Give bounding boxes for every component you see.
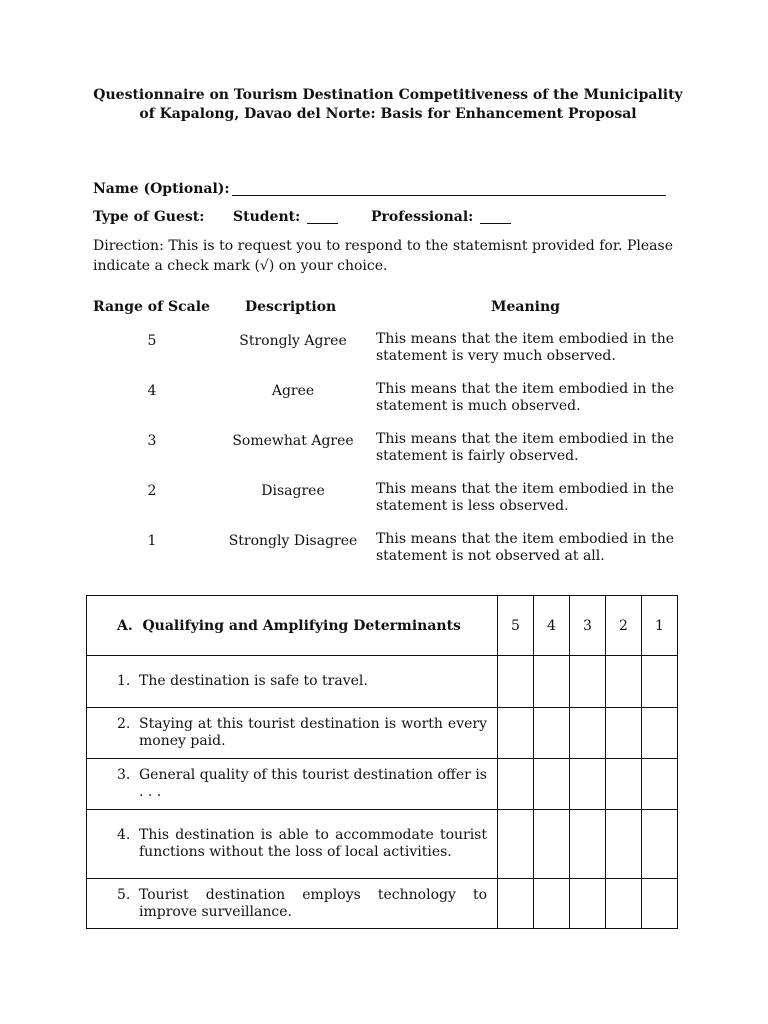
rating-cell-4[interactable]: [534, 656, 570, 708]
rating-cell-4[interactable]: [534, 879, 570, 929]
statement-cell: [87, 810, 498, 879]
rating-cell-5[interactable]: [498, 879, 534, 929]
col-1: 1: [642, 596, 678, 656]
statement-cell: [87, 708, 498, 759]
name-field[interactable]: [232, 181, 666, 200]
scale-number: 4: [147, 383, 157, 399]
rating-cell-2[interactable]: [606, 879, 642, 929]
table-row: [87, 656, 678, 708]
statement-cell: [87, 656, 498, 708]
scale-description: Somewhat Agree: [232, 433, 354, 449]
direction-text: Direction: This is to request you to respond to the statemisnt provided for. Please indicate a check mark (√) on your choice.: [93, 238, 673, 274]
statement-text: The destination is safe to travel.: [139, 673, 368, 689]
rating-cell-1[interactable]: [642, 656, 678, 708]
table-header-row: [87, 596, 678, 656]
statement-text: Staying at this tourist destination is worth every money paid.: [139, 716, 487, 749]
scale-number: 5: [147, 333, 157, 349]
rating-cell-5[interactable]: [498, 810, 534, 879]
guest-type-label: Type of Guest:: [93, 209, 205, 225]
scale-meaning: This means that the item embodied in the statement is not observed at all.: [376, 531, 674, 564]
statement-number: 1.: [117, 673, 131, 689]
scale-description: Agree: [271, 383, 315, 399]
rating-cell-1[interactable]: [642, 759, 678, 810]
scale-meaning: This means that the item embodied in the statement is fairly observed.: [376, 431, 674, 464]
statement-cell: [87, 879, 498, 929]
statement-number: 5.: [117, 886, 131, 903]
rating-cell-4[interactable]: [534, 759, 570, 810]
rating-cell-3[interactable]: [570, 810, 606, 879]
rating-cell-2[interactable]: [606, 810, 642, 879]
table-row: [87, 708, 678, 759]
scale-number: 3: [147, 433, 157, 449]
table-row: [87, 759, 678, 810]
rating-cell-1[interactable]: [642, 708, 678, 759]
rating-cell-1[interactable]: [642, 810, 678, 879]
rating-cell-5[interactable]: [498, 759, 534, 810]
range-header: Range of Scale: [93, 299, 210, 315]
col-5: 5: [498, 596, 534, 656]
rating-cell-2[interactable]: [606, 656, 642, 708]
professional-label: Professional:: [371, 209, 474, 225]
statement-cell: [87, 759, 498, 810]
scale-description: Disagree: [261, 483, 325, 499]
rating-cell-5[interactable]: [498, 656, 534, 708]
scale-meaning: This means that the item embodied in the statement is very much observed.: [376, 331, 674, 364]
rating-cell-2[interactable]: [606, 708, 642, 759]
rating-cell-2[interactable]: [606, 759, 642, 810]
scale-meaning: This means that the item embodied in the statement is less observed.: [376, 481, 674, 514]
rating-cell-3[interactable]: [570, 879, 606, 929]
statement-number: 4.: [117, 827, 131, 843]
name-label: Name (Optional):: [93, 181, 230, 197]
scale-number: 1: [147, 533, 157, 549]
scale-number: 2: [147, 483, 157, 499]
rating-cell-3[interactable]: [570, 708, 606, 759]
rating-cell-5[interactable]: [498, 708, 534, 759]
student-label: Student:: [233, 209, 301, 225]
rating-cell-3[interactable]: [570, 656, 606, 708]
document-title: Questionnaire on Tourism Destination Competitiveness of the Municipality of Kapalong, Davao del Norte: Basis for Enhancement Proposal: [93, 87, 683, 122]
section-title: A. Qualifying and Amplifying Determinants: [87, 596, 498, 656]
rating-cell-1[interactable]: [642, 879, 678, 929]
rating-cell-4[interactable]: [534, 708, 570, 759]
scale-meaning: This means that the item embodied in the statement is much observed.: [376, 381, 674, 414]
statement-number: 2.: [117, 716, 131, 732]
scale-description: Strongly Agree: [239, 333, 347, 349]
col-3: 3: [570, 596, 606, 656]
statement-number: 3.: [117, 767, 131, 783]
table-row: [87, 879, 678, 929]
description-header: Description: [245, 299, 337, 315]
statement-text: Tourist destination employs technology to improve surveillance.: [139, 886, 487, 920]
table-row: [87, 810, 678, 879]
col-4: 4: [534, 596, 570, 656]
rating-cell-3[interactable]: [570, 759, 606, 810]
student-blank[interactable]: [307, 209, 338, 228]
statement-text: General quality of this tourist destination offer is . . .: [139, 767, 487, 800]
statement-text: This destination is able to accommodate tourist functions without the loss of local activities.: [139, 827, 487, 860]
determinants-table: [86, 595, 678, 929]
professional-blank[interactable]: [480, 209, 511, 228]
col-2: 2: [606, 596, 642, 656]
scale-description: Strongly Disagree: [228, 533, 358, 549]
rating-cell-4[interactable]: [534, 810, 570, 879]
meaning-header: Meaning: [491, 299, 560, 315]
